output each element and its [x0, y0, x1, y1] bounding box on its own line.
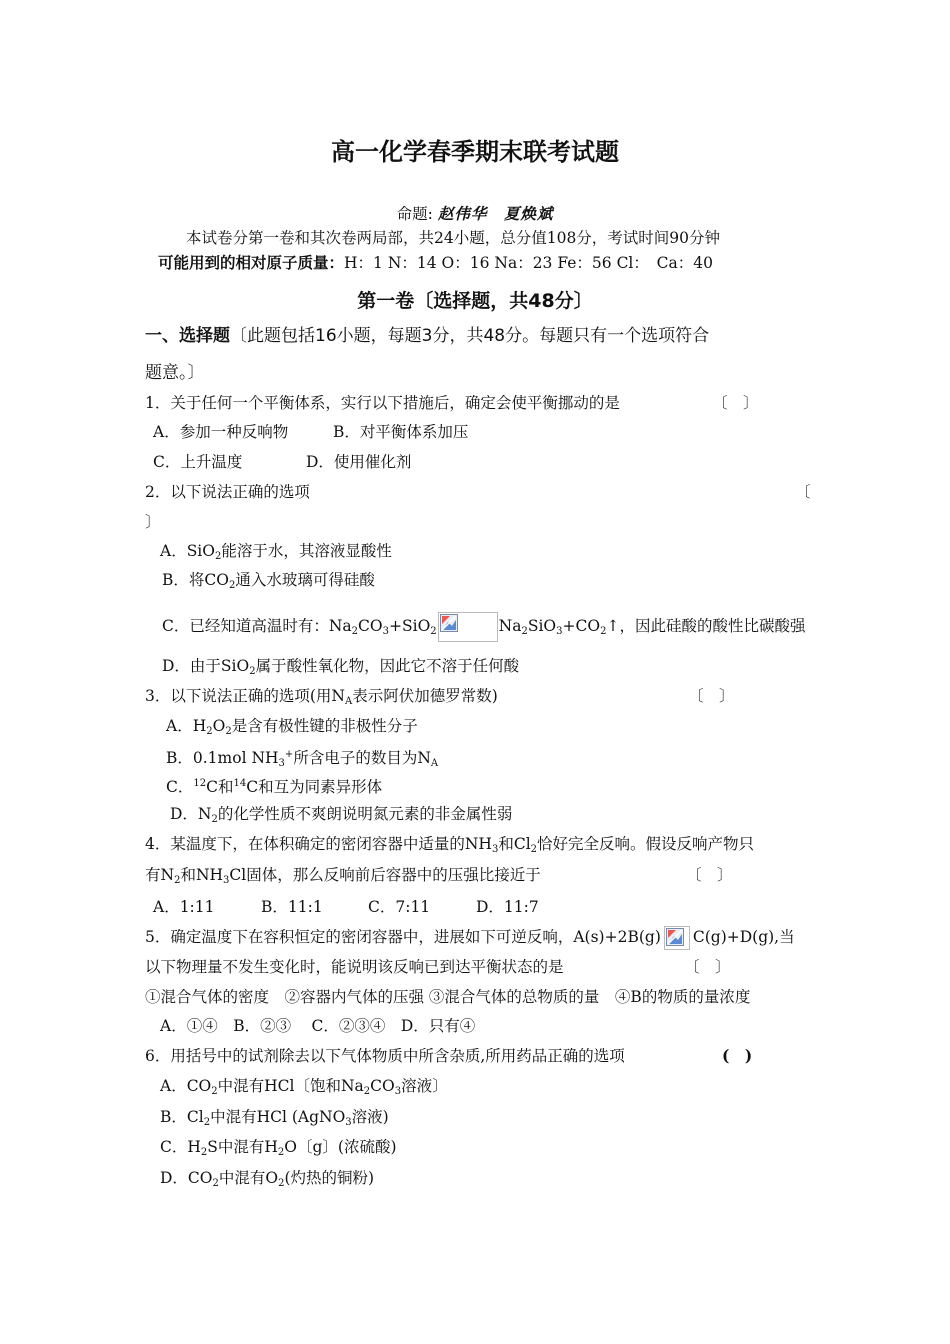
subscript: A: [344, 696, 353, 707]
q6-option-a: [160, 1076, 448, 1102]
q4-answer-paren: 〔 〕: [686, 866, 733, 884]
q4-option-c: C．7:11: [368, 898, 431, 916]
q6-b-text-2: 中混有HCl (AgNO: [210, 1108, 346, 1126]
subscript: 2: [174, 875, 181, 886]
subscript: 3: [278, 758, 285, 769]
subscript: 2: [211, 814, 218, 825]
subscript: 2: [530, 844, 538, 855]
q2-c-text-7: ↑，因此硅酸的酸性比碳酸强: [606, 617, 806, 635]
superscript: +: [284, 749, 294, 760]
q4-text-6: Cl固体，那么反响前后容器中的压强比接近于: [229, 866, 541, 884]
q3-a-text-2: O: [212, 717, 226, 735]
subscript: 2: [600, 626, 607, 637]
q6-a-text-3: CO: [370, 1077, 395, 1095]
q2-paren-open: 〔: [795, 483, 811, 501]
q4-option-a: A．1:11: [153, 898, 215, 916]
subscript: 2: [211, 1086, 218, 1097]
authors-label: 命题:: [396, 205, 433, 223]
q3-stem-text: 3．以下说法正确的选项(用N: [145, 687, 345, 705]
subscript: 2: [228, 580, 236, 591]
q3-b-text: B．0.1mol NH: [166, 749, 279, 767]
subscript: 3: [345, 1117, 352, 1128]
q2-c-text-6: +CO: [562, 617, 601, 635]
q3-option-b: [166, 745, 438, 774]
q4-text-3: 恰好完全反响。假设反响产物只: [537, 835, 755, 853]
q2-option-d: [162, 656, 519, 682]
q2-c-text-3: +SiO: [389, 617, 431, 635]
q4-text-5: 和NH: [180, 866, 224, 884]
subscript: 2: [225, 726, 232, 737]
superscript: 14: [233, 778, 247, 789]
q4-option-b: B．11:1: [261, 898, 323, 916]
subscript: 2: [214, 551, 222, 562]
q3-stem-text-2: 表示阿伏加德罗常数): [352, 687, 498, 705]
q4-text: 4．某温度下，在体积确定的密闭容器中适量的NH: [145, 835, 492, 853]
exam-info: 本试卷分第一卷和其次卷两局部，共24小题，总分值108分，考试时间90分钟: [186, 229, 721, 247]
q6-option-b: [160, 1107, 389, 1133]
part-desc: 〔此题包括16小题，每题3分，共48分。每题只有一个选项符合: [230, 326, 710, 346]
q3-option-c: [166, 774, 382, 797]
q1-answer-paren: 〔 〕: [712, 394, 759, 412]
broken-image-icon: [666, 928, 684, 946]
q5-stem-line1: [145, 926, 795, 950]
q6-d-text: D．CO: [160, 1169, 213, 1187]
q3-a-text: A．H: [166, 717, 207, 735]
q4-stem-line1: [145, 834, 754, 860]
q1-option-a: A．参加一种反响物: [153, 423, 289, 441]
reversible-arrow-image: [664, 926, 690, 950]
q6-a-text-4: 溶液〕: [401, 1077, 448, 1095]
q5-text-2: C(g)+D(g),当: [692, 928, 795, 946]
subscript: 2: [363, 1086, 371, 1097]
q3-d-text: D．N: [170, 805, 212, 823]
q2-option-a: [160, 541, 392, 567]
q3-b-text-2: 所含电子的数目为N: [293, 749, 431, 767]
q2-a-text-2: 能溶于水，其溶液显酸性: [221, 542, 392, 560]
subscript: 3: [491, 844, 499, 855]
q2-c-text-2: CO: [358, 617, 383, 635]
subscript: 2: [277, 1147, 285, 1158]
q6-c-text-2: S中混有H: [207, 1138, 278, 1156]
q2-b-text-2: 通入水玻璃可得硅酸: [235, 571, 375, 589]
q2-d-text-2: 属于酸性氧化物，因此它不溶于任何酸: [255, 657, 520, 675]
q5-stem-line2: 以下物理量不发生变化时，能说明该反响已到达平衡状态的是: [145, 958, 564, 976]
q3-d-text-2: 的化学性质不爽朗说明氮元素的非金属性弱: [217, 805, 513, 823]
q4-option-d: D．11:7: [476, 898, 539, 916]
q2-stem: 2．以下说法正确的选项: [145, 483, 310, 501]
q6-d-text-3: (灼热的铜粉): [284, 1169, 375, 1187]
subscript: 2: [521, 626, 528, 637]
authors-names: 赵伟华 夏焕斌: [437, 204, 554, 223]
subscript: 3: [223, 875, 230, 886]
q6-a-text: A．CO: [160, 1077, 212, 1095]
subscript: 2: [430, 626, 437, 637]
subscript: 2: [278, 1178, 285, 1189]
subscript: A: [430, 758, 439, 769]
subscript: 3: [394, 1086, 402, 1097]
reaction-arrow-image: [438, 612, 498, 642]
q5-text: 5．确定温度下在容积恒定的密闭容器中，进展如下可逆反响，A(s)+2B(g): [145, 928, 661, 946]
section-heading: 第一卷〔选择题，共48分〕: [357, 290, 593, 312]
subscript: 3: [556, 626, 563, 637]
q6-a-text-2: 中混有HCl〔饱和Na: [217, 1077, 364, 1095]
q6-b-text: B．Cl: [160, 1108, 204, 1126]
q1-option-d: D．使用催化剂: [306, 453, 412, 471]
q6-option-c: [160, 1137, 397, 1163]
atomic-mass-label: 可能用到的相对原子质量：: [158, 253, 345, 272]
q1-option-b: B．对平衡体系加压: [333, 423, 469, 441]
subscript: 2: [200, 1147, 208, 1158]
subscript: 2: [206, 726, 213, 737]
q2-c-text-4: Na: [498, 617, 522, 635]
q3-c-text-3: C和互为同素异形体: [246, 778, 383, 796]
q5-options: A．①④ B．②③ C．②③④ D．只有④: [160, 1017, 476, 1035]
authors-line: [0, 202, 950, 224]
q2-option-b: [162, 570, 375, 596]
subscript: 2: [203, 1117, 211, 1128]
part-intro-line2: 题意。〕: [145, 363, 205, 383]
q2-b-text: B．将CO: [162, 571, 229, 589]
q6-b-text-3: 溶液): [351, 1108, 389, 1126]
q2-a-text: A．SiO: [160, 542, 215, 560]
q4-stem-line2: [145, 865, 541, 891]
q3-option-a: [166, 716, 418, 742]
q2-d-text: D．由于SiO: [162, 657, 250, 675]
q3-a-text-3: 是含有极性键的非极性分子: [231, 717, 418, 735]
q2-paren-close: 〕: [145, 513, 161, 531]
subscript: 3: [382, 626, 389, 637]
q2-option-c: [162, 612, 805, 642]
q4-text-4: 有N: [145, 866, 175, 884]
q6-option-d: [160, 1168, 374, 1194]
q3-stem: [145, 686, 498, 712]
q3-c-text: C．: [166, 778, 194, 796]
q3-c-text-2: C和: [206, 778, 234, 796]
q2-c-text-5: SiO: [527, 617, 557, 635]
part-intro-line1: [145, 321, 709, 346]
subscript: 2: [212, 1178, 219, 1189]
q1-stem: 1．关于任何一个平衡体系，实行以下措施后，确定会使平衡挪动的是: [145, 394, 620, 412]
q6-c-text: C．H: [160, 1138, 201, 1156]
q6-stem: 6．用括号中的试剂除去以下气体物质中所含杂质,所用药品正确的选项: [145, 1047, 625, 1065]
page-title: 高一化学春季期末联考试题: [331, 138, 619, 166]
q3-option-d: [170, 804, 512, 830]
q6-answer-paren: ( ): [722, 1046, 753, 1065]
broken-image-icon: [440, 614, 458, 632]
atomic-mass-line: [158, 253, 713, 273]
subscript: 2: [351, 626, 359, 637]
superscript: 12: [193, 778, 207, 789]
q5-answer-paren: 〔 〕: [684, 958, 731, 976]
subscript: 2: [249, 666, 256, 677]
q3-answer-paren: 〔 〕: [688, 687, 735, 705]
q1-option-c: C．上升温度: [153, 453, 243, 471]
q6-d-text-2: 中混有O: [218, 1169, 279, 1187]
q6-c-text-3: O〔g〕(浓硫酸): [284, 1138, 397, 1156]
atomic-mass-values: H：1 N：14 O：16 Na：23 Fe：56 Cl： Ca：40: [344, 254, 713, 272]
q2-c-text: C．已经知道高温时有：Na: [162, 617, 352, 635]
q5-items: ①混合气体的密度 ②容器内气体的压强 ③混合气体的总物质的量 ④B的物质的量浓度: [145, 988, 751, 1006]
part-label: 一、选择题: [145, 326, 230, 346]
q4-text-2: 和Cl: [498, 835, 531, 853]
